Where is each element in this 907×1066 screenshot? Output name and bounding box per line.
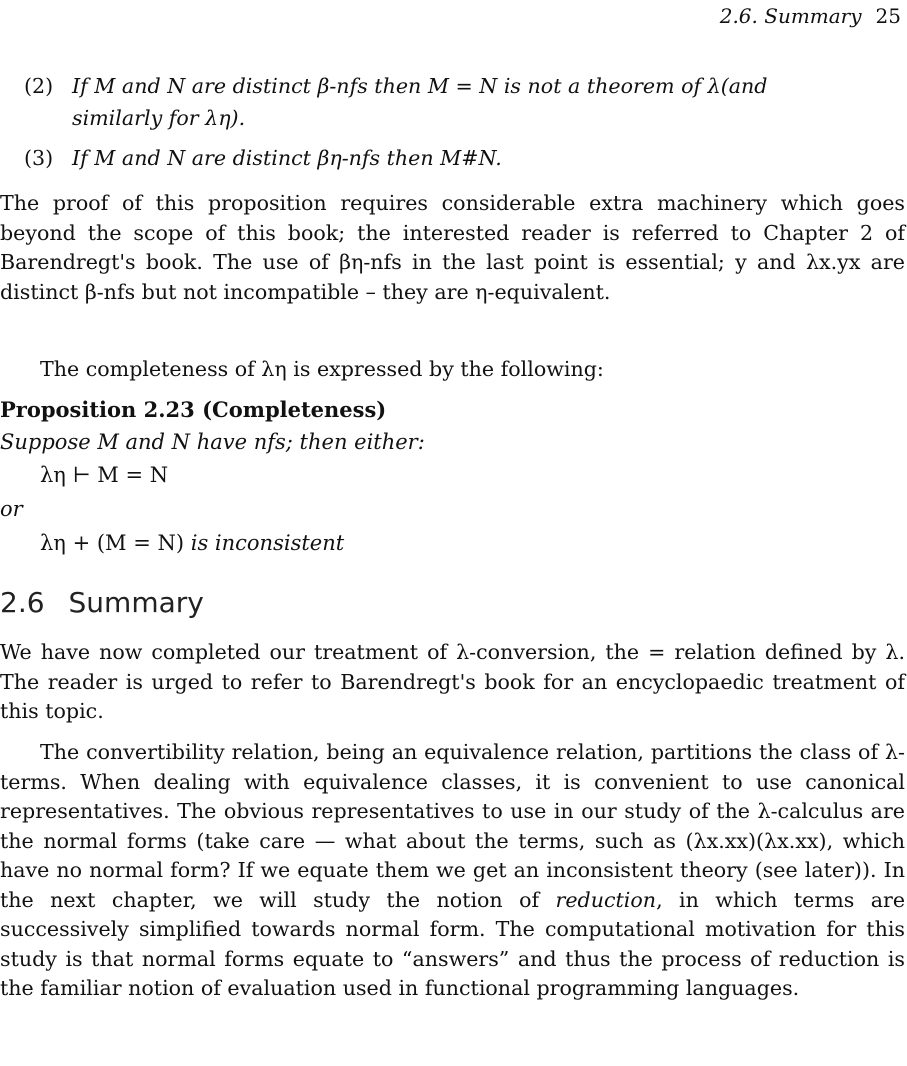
item-text-line: If M and N are distinct βη-nfs then M#N. — [72, 146, 502, 170]
proposition-title: Proposition 2.23 (Completeness) — [0, 397, 387, 422]
paragraph: The completeness of λη is expressed by the following: — [40, 357, 604, 381]
paragraph-text: The convertibility relation, being an equivalence relation, partitions the class of λ-terms. When dealing with equivalence classes, it is convenient to use canonical representatives. The obvious representatives to use in our study of the λ-calculus are the normal forms (take care — what about the terms, such as (λx.xx)(λx.xx), which have no normal form? If we equate them we get an inconsistent theory (see later)). In the next chapter, we will study the notion of — [0, 740, 905, 912]
list-item — [0, 72, 907, 132]
item-number: (3) — [24, 146, 54, 170]
paragraph — [0, 738, 905, 1004]
item-number: (2) — [24, 74, 54, 98]
section-heading — [0, 583, 204, 623]
proposition-case-2-math: λη + (M = N) — [40, 531, 185, 555]
paragraph: The proof of this proposition requires considerable extra machinery which goes beyond the scope of this book; the interested reader is referred to Chapter 2 of Barendregt's book. The use of βη-nfs in the last point is essential; y and λx.yx are distinct β-nfs but not incompatible – they are η-equivalent. — [0, 191, 905, 304]
running-head-section: 2.6. Summary — [719, 4, 862, 28]
item-text-line: similarly for λη). — [72, 106, 246, 130]
proposition-case-2 — [40, 531, 344, 555]
proposition-or: or — [0, 497, 23, 521]
item-text-line: If M and N are distinct β-nfs then M = N is not a theorem of λ(and — [72, 74, 768, 98]
running-head — [720, 4, 901, 28]
list-item — [0, 144, 907, 174]
section-title: Summary — [68, 586, 204, 619]
proposition-case-1: λη ⊢ M = N — [40, 463, 169, 487]
paragraph: We have now completed our treatment of λ-conversion, the = relation defined by λ. The reader is urged to refer to Barendregt's book for an encyclopaedic treatment of this topic. — [0, 640, 905, 723]
proposition-case-2-text: is inconsistent — [190, 531, 345, 555]
page-number: 25 — [875, 4, 901, 28]
emphasis-reduction: reduction — [555, 887, 657, 912]
section-number: 2.6 — [0, 586, 45, 619]
paragraph-text: , in which terms are successively simplified towards normal form. The computational motivation for this study is that normal forms equate to “answers” and thus the process of reduction is the familiar notion of evaluation used in functional programming languages. — [0, 887, 906, 1000]
proposition-statement: Suppose M and N have nfs; then either: — [0, 430, 425, 454]
